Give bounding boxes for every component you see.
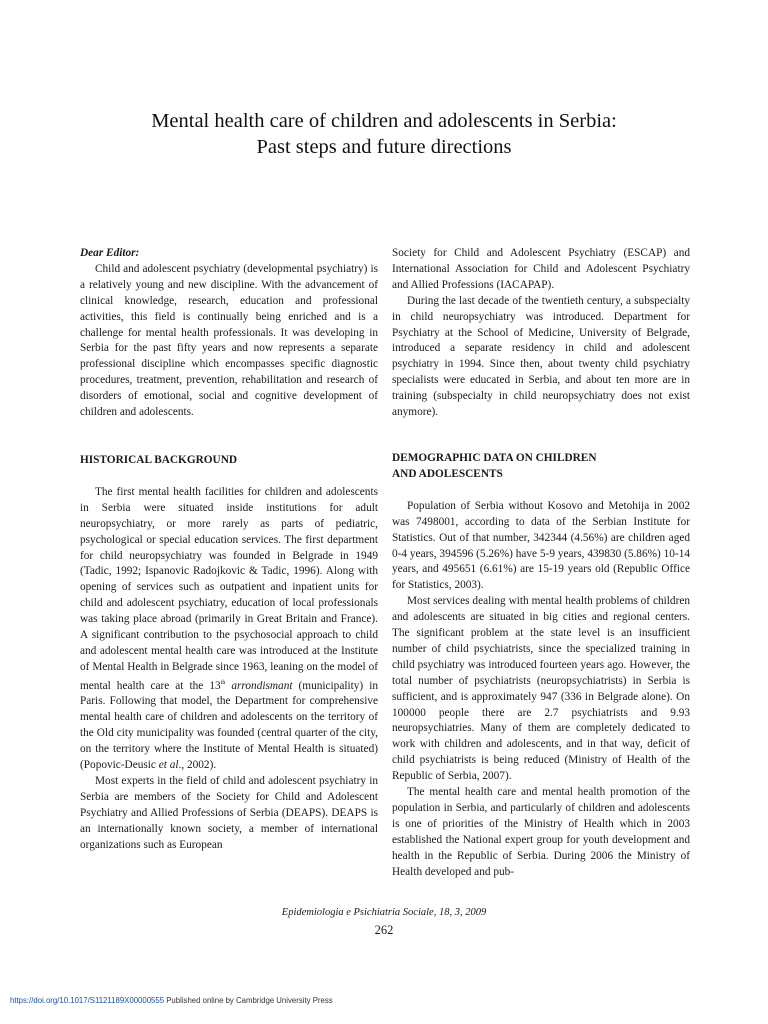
doi-footer bbox=[10, 996, 333, 1005]
continued-paragraph-1: Society for Child and Adolescent Psychiatry (ESCAP) and International Association for Child and Adolescent Psychiatry and Allied Professions (IACAPAP). bbox=[392, 247, 690, 291]
salutation: Dear Editor: bbox=[80, 247, 140, 259]
intro-paragraph: Child and adolescent psychiatry (developmental psychiatry) is a relatively young and new discipline. With the advancement of clinical knowledge, research, education and professional activities, this field is continually being enriched and is a challenge for mental health professionals. It was developing in Serbia for the past fifty years and now represents a separate professional discipline which encompasses specific diagnostic procedures, treatment, prevention, rehabilitation and research of disorders of emotional, social and cognitive development of children and adolescents. bbox=[80, 262, 378, 419]
demographic-paragraph-2: Most services dealing with mental health problems of children and adolescents are situated in big cities and regional centers. The significant problem at the state level is an insufficient number of child psychiatrists, since the specialized training in child psychiatry was introduced fourteen years ago. However, the total number of psychiatrists (neuropsychiatrists) in Serbia is sufficient, and is approximately 947 (336 in Belgrade alone). On 100000 people there are 2.7 psychiatrists and 9.93 neuropsychiatries. Many of them are completely dedicated to work with children and adolescents, and in that way, deficit of child psychiatrists is being reduced (Ministry of Health of the Republic of Serbia, 2007). bbox=[392, 595, 690, 783]
article-title bbox=[0, 108, 768, 160]
heading-demographic-line-1: DEMOGRAPHIC DATA ON CHILDREN bbox=[392, 451, 597, 464]
heading-demographic-data bbox=[392, 451, 690, 483]
historical-paragraph-2: Most experts in the field of child and adolescent psychiatry in Serbia are members of the Society for Child and Adolescent Psychiatry and Allied Professions of Serbia (DEAPS). DEAPS is an internationally known society, a member of international organizations such as European bbox=[80, 774, 378, 851]
heading-demographic-line-2: AND ADOLESCENTS bbox=[392, 467, 503, 480]
demographic-paragraph-1: Population of Serbia without Kosovo and Metohija in 2002 was 7498001, according to data of the Serbian Institute for Statistics. Out of that number, 342344 (4.56%) are children aged 0-4 years, 394596 (5.26%) have 5-9 years, 439830 (5.86%) 10-14 years, and 495651 (6.61%) are 15-19 years old (Republic Office for Statistics, 2003). bbox=[392, 499, 690, 592]
continued-paragraph-2: During the last decade of the twentieth century, a subspecialty in child neuropsychiatry was introduced. Department for Psychiatry at the School of Medicine, University of Belgrade, introduced a separate residency in child and adolescent psychiatry in 1994. Since then, about twenty child psychiatry specialists were educated in Serbia, and about ten more are in training (subspecialty in child neuropsychiatry does not exist anymore). bbox=[392, 294, 690, 419]
right-column bbox=[392, 246, 690, 881]
demographic-paragraph-3: The mental health care and mental health promotion of the population in Serbia, and particularly of children and adolescents is one of priorities of the Ministry of Health which in 2003 established the National expert group for youth development and health in the Republic of Serbia. During 2006 the Ministry of Health developed and pub- bbox=[392, 786, 690, 878]
title-line-1: Mental health care of children and adolescents in Serbia: bbox=[151, 110, 617, 132]
heading-historical-background: HISTORICAL BACKGROUND bbox=[80, 453, 238, 466]
hist-p1-italic-term: arrondismant bbox=[231, 679, 293, 692]
hist-p1-text-c: ., 2002). bbox=[178, 759, 217, 772]
journal-citation: Epidemiologia e Psichiatria Sociale, 18, 3, 2009 bbox=[281, 907, 487, 918]
publisher-text: Published online by Cambridge University Press bbox=[164, 996, 333, 1005]
hist-p1-superscript: th bbox=[220, 679, 226, 686]
hist-p1-text-b: (municipality) in Paris. Following that model, the Department for comprehensive mental health care of children and adolescents on the territory of the Old city municipality was founded (central quarter of the city, on the territory where the Institute of Mental Health is situated) (Popovic-Deusic bbox=[80, 679, 379, 772]
doi-link[interactable]: https://doi.org/10.1017/S1121189X00000555 bbox=[10, 996, 165, 1005]
title-line-2: Past steps and future directions bbox=[256, 136, 512, 158]
historical-paragraph-1 bbox=[80, 485, 378, 774]
hist-p1-text-a: The first mental health facilities for children and adolescents in Serbia were situated inside institutions for adult neuropsychiatry, or more rarely as parts of pediatric, psychological or special education services. The first department for child neuropsychiatry was founded in Belgrade in 1949 (Tadic, 1992; Ispanovic Radojkovic & Tadic, 1996). Along with opening of services such as outpatient and inpatient units for child and adolescent psychiatry, education of local professionals was taking place abroad (primarily in Great Britain and France). A significant contribution to the psychosocial approach to child and adolescent mental health care was introduced at the Institute of Mental Health in Belgrade since 1963, leaning on the model of mental health care at the 13 bbox=[80, 485, 378, 692]
left-column bbox=[80, 246, 378, 853]
page-number: 262 bbox=[374, 923, 394, 937]
hist-p1-et-al: et al bbox=[158, 759, 179, 772]
